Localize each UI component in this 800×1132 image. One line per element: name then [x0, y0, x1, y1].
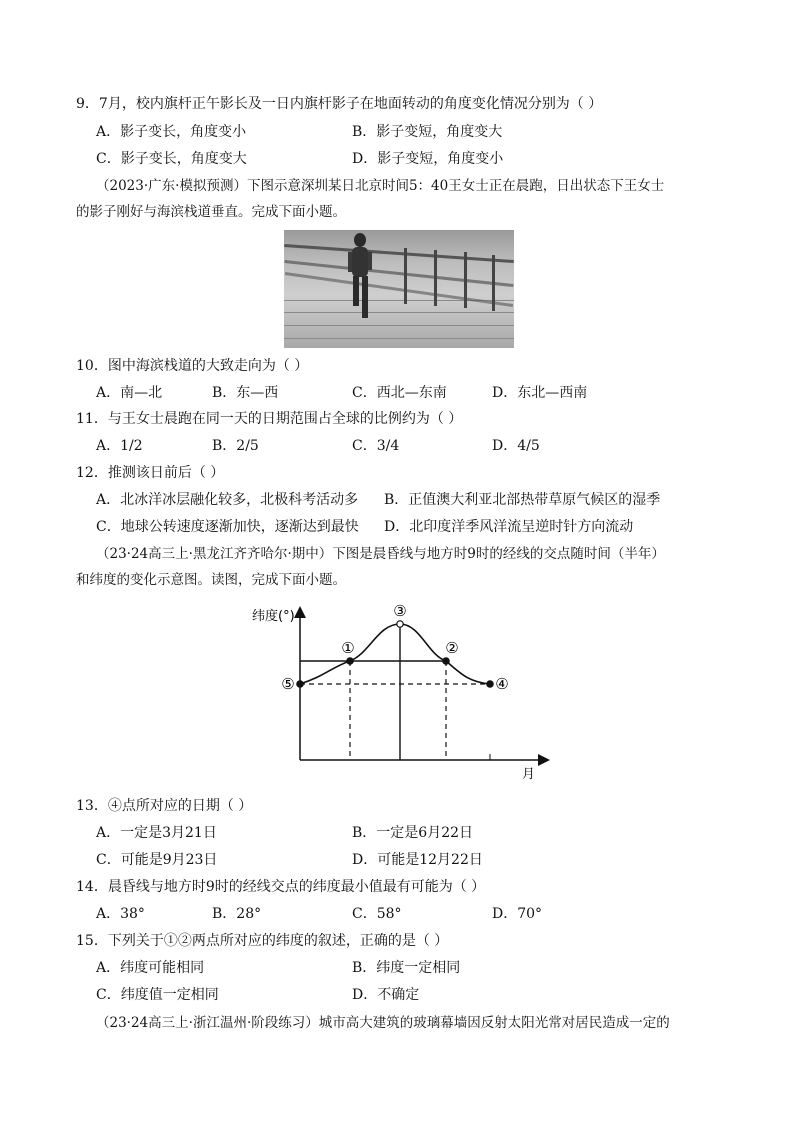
intro-2-line-2: 和纬度的变化示意图。读图，完成下面小题。: [76, 572, 346, 588]
q9-stem: 9．7月，校内旗杆正午影长及一日内旗杆影子在地面转动的角度变化情况分别为（ ）: [76, 96, 603, 112]
data-point: [397, 621, 403, 627]
q12-option-d: D．北印度洋季风洋流呈逆时针方向流动: [384, 519, 634, 535]
q12-option-c: C．地球公转速度逐渐加快，逐渐达到最快: [96, 519, 359, 535]
q13-stem: 13．④点所对应的日期（ ）: [76, 798, 253, 814]
intro-3-line-1: （23·24高三上·浙江温州·阶段练习）城市高大建筑的玻璃幕墙因反射太阳光常对居民造成一定的: [96, 1015, 670, 1031]
point-label: ④: [495, 675, 509, 693]
y-axis-label: 纬度(°): [252, 609, 295, 624]
point-label: ⑤: [281, 675, 295, 693]
data-point: [443, 658, 449, 664]
q15-stem: 15．下列关于①②两点所对应的纬度的叙述，正确的是（ ）: [76, 933, 449, 949]
latitude-curve: [300, 624, 490, 684]
x-axis-label: 月: [522, 767, 536, 782]
q13-option-d: D．可能是12月22日: [352, 852, 483, 868]
q15-option-b: B．纬度一定相同: [352, 960, 461, 976]
q10-option-b: B．东—西: [212, 385, 279, 401]
point-label: ③: [393, 602, 407, 620]
runner-photo: [284, 230, 514, 348]
q14-stem: 14．晨昏线与地方时9时的经线交点的纬度最小值最有可能为（ ）: [76, 879, 486, 895]
q9-option-a: A．影子变长，角度变小: [96, 124, 247, 140]
intro-1-line-1: （2023·广东·模拟预测）下图示意深圳某日北京时间5：40王女士正在晨跑，日出状态下王女士: [96, 178, 665, 194]
point-label: ①: [341, 639, 355, 657]
q11-option-d: D．4/5: [492, 438, 540, 454]
q9-option-c: C．影子变长，角度变大: [96, 151, 247, 167]
chart-marks: [281, 602, 508, 760]
q10-option-a: A．南—北: [96, 385, 163, 401]
q14-option-a: A．38°: [96, 906, 145, 922]
q15-option-a: A．纬度可能相同: [96, 960, 205, 976]
q12-option-a: A．北冰洋冰层融化较多，北极科考活动多: [96, 492, 359, 508]
q11-option-b: B．2/5: [212, 438, 259, 454]
intro-2-line-1: （23·24高三上·黑龙江齐齐哈尔·期中）下图是晨昏线与地方时9时的经线的交点随时间（半年）: [96, 546, 665, 562]
q11-option-a: A．1/2: [96, 438, 143, 454]
q9-option-b: B．影子变短，角度变大: [352, 124, 503, 140]
runner-figure: [344, 232, 376, 328]
q15-option-d: D．不确定: [352, 987, 420, 1003]
q13-option-a: A．一定是3月21日: [96, 825, 217, 841]
q9-option-d: D．影子变短，角度变小: [352, 151, 504, 167]
q11-option-c: C．3/4: [352, 438, 400, 454]
data-point: [347, 658, 353, 664]
data-point: [297, 681, 303, 687]
q10-stem: 10．图中海滨栈道的大致走向为（ ）: [76, 358, 309, 374]
q12-stem: 12．推测该日前后（ ）: [76, 465, 225, 481]
q10-option-c: C．西北—东南: [352, 385, 447, 401]
data-point: [487, 681, 493, 687]
intro-1-line-2: 的影子刚好与海滨栈道垂直。完成下面小题。: [76, 204, 346, 220]
q15-option-c: C．纬度值一定相同: [96, 987, 219, 1003]
q11-stem: 11．与王女士晨跑在同一天的日期范围占全球的比例约为（ ）: [76, 411, 463, 427]
q10-option-d: D．东北—西南: [492, 385, 588, 401]
q14-option-d: D．70°: [492, 906, 543, 922]
point-label: ②: [445, 639, 459, 657]
q13-option-c: C．可能是9月23日: [96, 852, 218, 868]
q12-option-b: B．正值澳大利亚北部热带草原气候区的湿季: [384, 492, 661, 508]
q14-option-c: C．58°: [352, 906, 402, 922]
q14-option-b: B．28°: [212, 906, 262, 922]
q13-option-b: B．一定是6月22日: [352, 825, 474, 841]
latitude-chart: [240, 600, 560, 790]
